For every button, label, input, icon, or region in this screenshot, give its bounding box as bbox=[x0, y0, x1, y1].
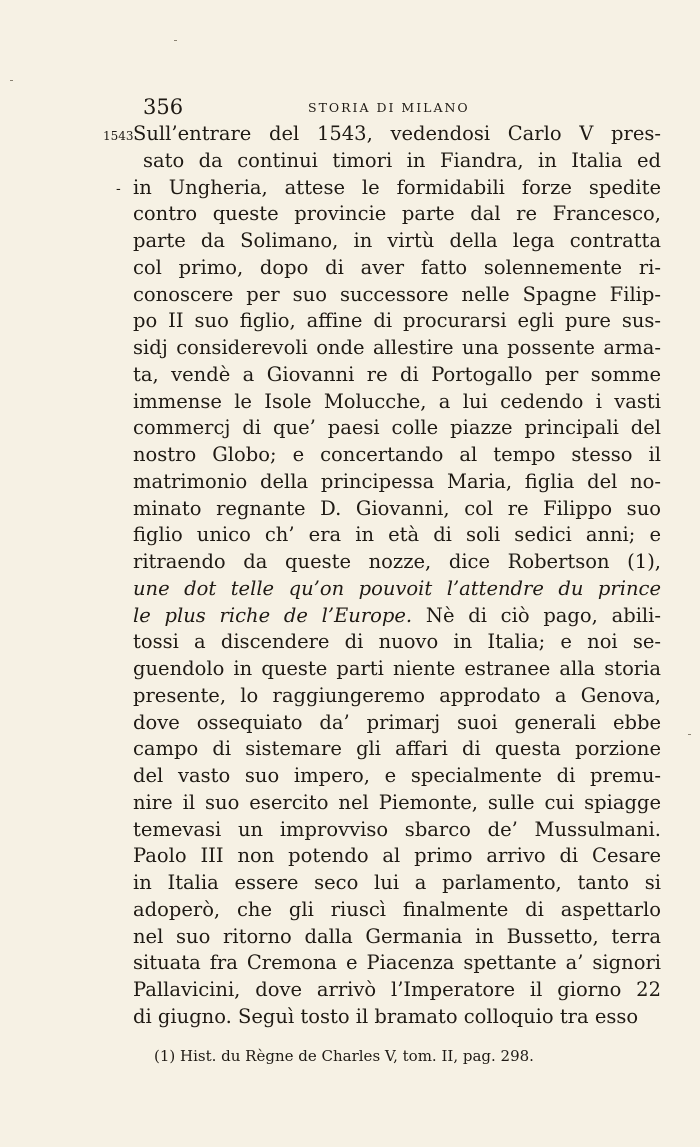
text-line: Sull’entrare del 1543, vedendosi Carlo V pres- bbox=[133, 122, 661, 145]
text-line-roman: Nè di ciò pago, abili- bbox=[412, 603, 661, 627]
footnote: (1) Hist. du Règne de Charles V, tom. II, pag. 298. bbox=[154, 1047, 534, 1065]
text-line: matrimonio della principessa Maria, figlia del no- bbox=[133, 469, 661, 493]
quoted-french-text: une dot telle qu’on pouvoit l’attendre du prince bbox=[133, 576, 661, 600]
margin-dash-mark: - bbox=[116, 181, 121, 197]
text-line: commercj di que’ paesi colle piazze principali del bbox=[133, 416, 661, 440]
text-line: minato regnante D. Giovanni, col re Filippo suo bbox=[133, 496, 661, 520]
text-line: dove ossequiato da’ primarj suoi generali ebbe bbox=[133, 710, 661, 734]
text-line: conoscere per suo successore nelle Spagne Filip- bbox=[133, 282, 661, 306]
text-line: guendolo in queste parti niente estranee alla storia bbox=[133, 657, 661, 680]
text-line: immense le Isole Molucche, a lui cedendo i vasti bbox=[133, 389, 661, 413]
text-line: ritraendo da queste nozze, dice Robertson (1), bbox=[133, 550, 661, 573]
text-line: situata fra Cremona e Piacenza spettante a’ signori bbox=[133, 951, 661, 975]
body-text bbox=[133, 121, 661, 1031]
text-line: nel suo ritorno dalla Germania in Bussetto, terra bbox=[133, 924, 661, 948]
text-line: sidj considerevoli onde allestire una possente arma- bbox=[133, 336, 661, 359]
text-line: po II suo figlio, affine di procurarsi egli pure sus- bbox=[133, 309, 661, 333]
text-line: presente, lo raggiungeremo approdato a Genova, bbox=[133, 683, 661, 707]
text-line: Paolo III non potendo al primo arrivo di Cesare bbox=[133, 844, 661, 868]
text-line: campo di sistemare gli affari di questa porzione bbox=[133, 737, 661, 761]
text-line-mixed bbox=[133, 603, 661, 630]
text-line: nostro Globo; e concertando al tempo stesso il bbox=[133, 443, 661, 466]
text-line: tossi a discendere di nuovo in Italia; e noi se- bbox=[133, 630, 661, 654]
text-line: nire il suo esercito nel Piemonte, sulle cui spiagge bbox=[133, 790, 661, 814]
running-title: STORIA DI MILANO bbox=[308, 100, 470, 115]
paper-speck bbox=[174, 40, 177, 41]
margin-year-note: 1543 bbox=[103, 129, 134, 143]
text-line: in Italia essere seco lui a parlamento, tanto si bbox=[133, 871, 661, 894]
text-line: del vasto suo impero, e specialmente di premu- bbox=[133, 764, 661, 787]
page-number: 356 bbox=[143, 95, 184, 119]
text-line: di giugno. Seguì tosto il bramato colloquio tra esso bbox=[133, 1004, 639, 1028]
text-line: adoperò, che gli riuscì finalmente di aspettarlo bbox=[133, 897, 661, 921]
text-line: contro queste provincie parte dal re Francesco, bbox=[133, 202, 661, 226]
paper-speck bbox=[688, 734, 691, 735]
text-line: ta, vendè a Giovanni re di Portogallo per somme bbox=[133, 362, 661, 386]
text-line: Pallavicini, dove arrivò l’Imperatore il giorno 22 bbox=[133, 978, 661, 1001]
text-line: col primo, dopo di aver fatto solennemente ri- bbox=[133, 255, 661, 279]
text-line: in Ungheria, attese le formidabili forze spedite bbox=[133, 175, 661, 199]
paper-speck bbox=[10, 80, 13, 81]
text-line: temevasi un improvviso sbarco de’ Mussulmani. bbox=[133, 817, 661, 841]
text-line: figlio unico ch’ era in età di soli sedici anni; e bbox=[133, 523, 661, 547]
text-line: parte da Solimano, in virtù della lega contratta bbox=[133, 229, 661, 252]
page-header bbox=[143, 95, 498, 121]
quoted-french-text: le plus riche de l’Europe. bbox=[133, 603, 413, 627]
text-line: sato da continui timori in Fiandra, in Italia ed bbox=[143, 148, 661, 172]
